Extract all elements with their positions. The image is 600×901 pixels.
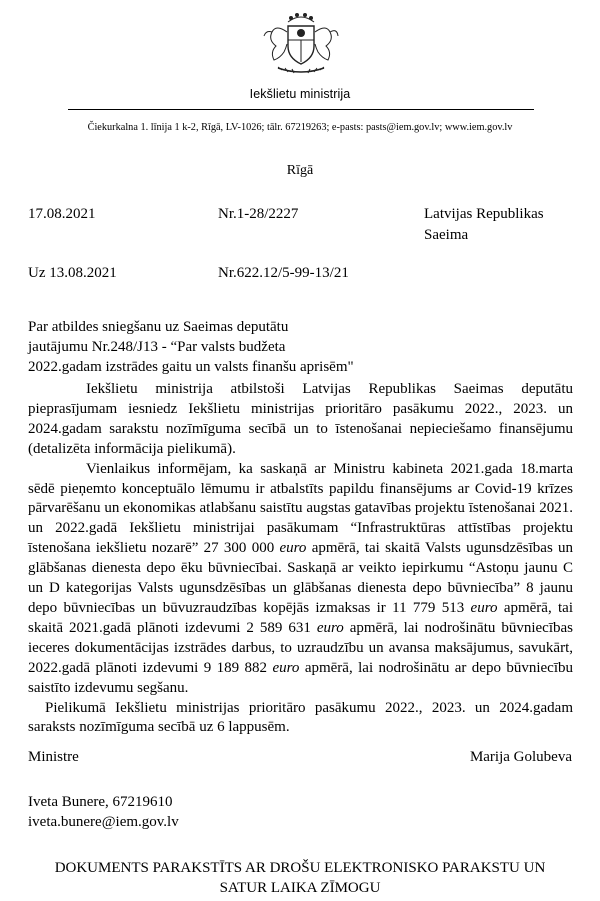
letter-body [28, 380, 573, 738]
signature-notice-line2: SATUR LAIKA ZĪMOGU [219, 880, 381, 896]
subject-line3: 2022.gadam izstrādes gaitu un valsts finanšu aprisēm" [28, 359, 354, 375]
ministry-name: Iekšlietu ministrija [249, 87, 351, 101]
paragraph-3: Pielikumā Iekšlietu ministrijas prioritāro pasākumu 2022., 2023. un 2024.gadam saraksts nozīmīguma secībā uz 6 lappusēm. [28, 699, 573, 736]
place-name: Rīgā [286, 163, 314, 178]
signature-notice-line1: DOKUMENTS PARAKSTĪTS AR DROŠU ELEKTRONISKO PARAKSTU UN [54, 860, 546, 876]
signer-role: Ministre [28, 749, 79, 765]
signature-notice [0, 858, 600, 898]
paragraph-1: Iekšlietu ministrija atbilstoši Latvijas Republikas Saeimas deputātu pieprasījumam iesniedz Iekšlietu ministrijas prioritāro pasākumu 2022., 2023. un 2024.gadam sarakstu nozīmīguma secībā un to īstenošanai nepieciešamo finansējumu (detalizēta informācija pielikumā). [28, 381, 573, 457]
contact-email: iveta.bunere@iem.gov.lv [28, 814, 179, 830]
header-divider [68, 109, 534, 110]
contact-person: Iveta Bunere, 67219610 [28, 794, 173, 810]
coat-of-arms-icon [258, 10, 344, 78]
paragraph-2: Vienlaikus informējam, ka saskaņā ar Ministru kabineta 2021.gada 18.marta sēdē pieņemto konceptuālo lēmumu ir atbalstīts papildu finansējums ar Covid-19 krīzes pārvarēšanu un ekonomikas atlabšanu saistītu augstas gatavības projektu īstenošanai 2021. un 2022.gadā Iekšlietu ministrijai pasākumam “Infrastruktūras attīstības projektu īstenošana iekšlietu nozarē” 27 300 000 euro apmērā, tai skaitā Valsts ugunsdzēsības un glābšanas dienesta depo ēku būvniecībai. Saskaņā ar veikto iepirkumu “Astoņu jaunu C un D kategorijas Valsts ugunsdzēsības un glābšanas dienesta depo būvniecība” 8 jaunu depo būvniecības un būvuzraudzības kopējās izmaksas ir 11 779 513 euro apmērā, tai skaitā 2021.gadā plānoti izdevumi 2 589 631 euro apmērā, lai nodrošinātu būvniecības ieceres dokumentācijas izstrādes darbus, to uzraudzību un avansa maksājumus, savukārt, 2022.gadā plānoti izdevumi 9 189 882 euro apmērā, lai nodrošinātu ar depo būvniecību saistīto izdevumu segšanu. [28, 460, 574, 696]
reference-date: Uz 13.08.2021 [28, 265, 117, 281]
subject-line2: jautājumu Nr.248/J13 - “Par valsts budžeta [28, 339, 286, 355]
document-number: Nr.1-28/2227 [218, 206, 299, 222]
document-date: 17.08.2021 [28, 206, 96, 222]
subject-line1: Par atbildes sniegšanu uz Saeimas deputātu [28, 319, 289, 335]
recipient-line2: Saeima [424, 227, 469, 243]
recipient-line1: Latvijas Republikas [424, 206, 544, 222]
reference-number: Nr.622.12/5-99-13/21 [218, 265, 349, 281]
contact-line: Čiekurkalna 1. līnija 1 k-2, Rīgā, LV-1026; tālr. 67219263; e-pasts: pasts@iem.gov.lv; www.iem.gov.lv [87, 122, 513, 133]
signer-name: Marija Golubeva [469, 749, 572, 765]
